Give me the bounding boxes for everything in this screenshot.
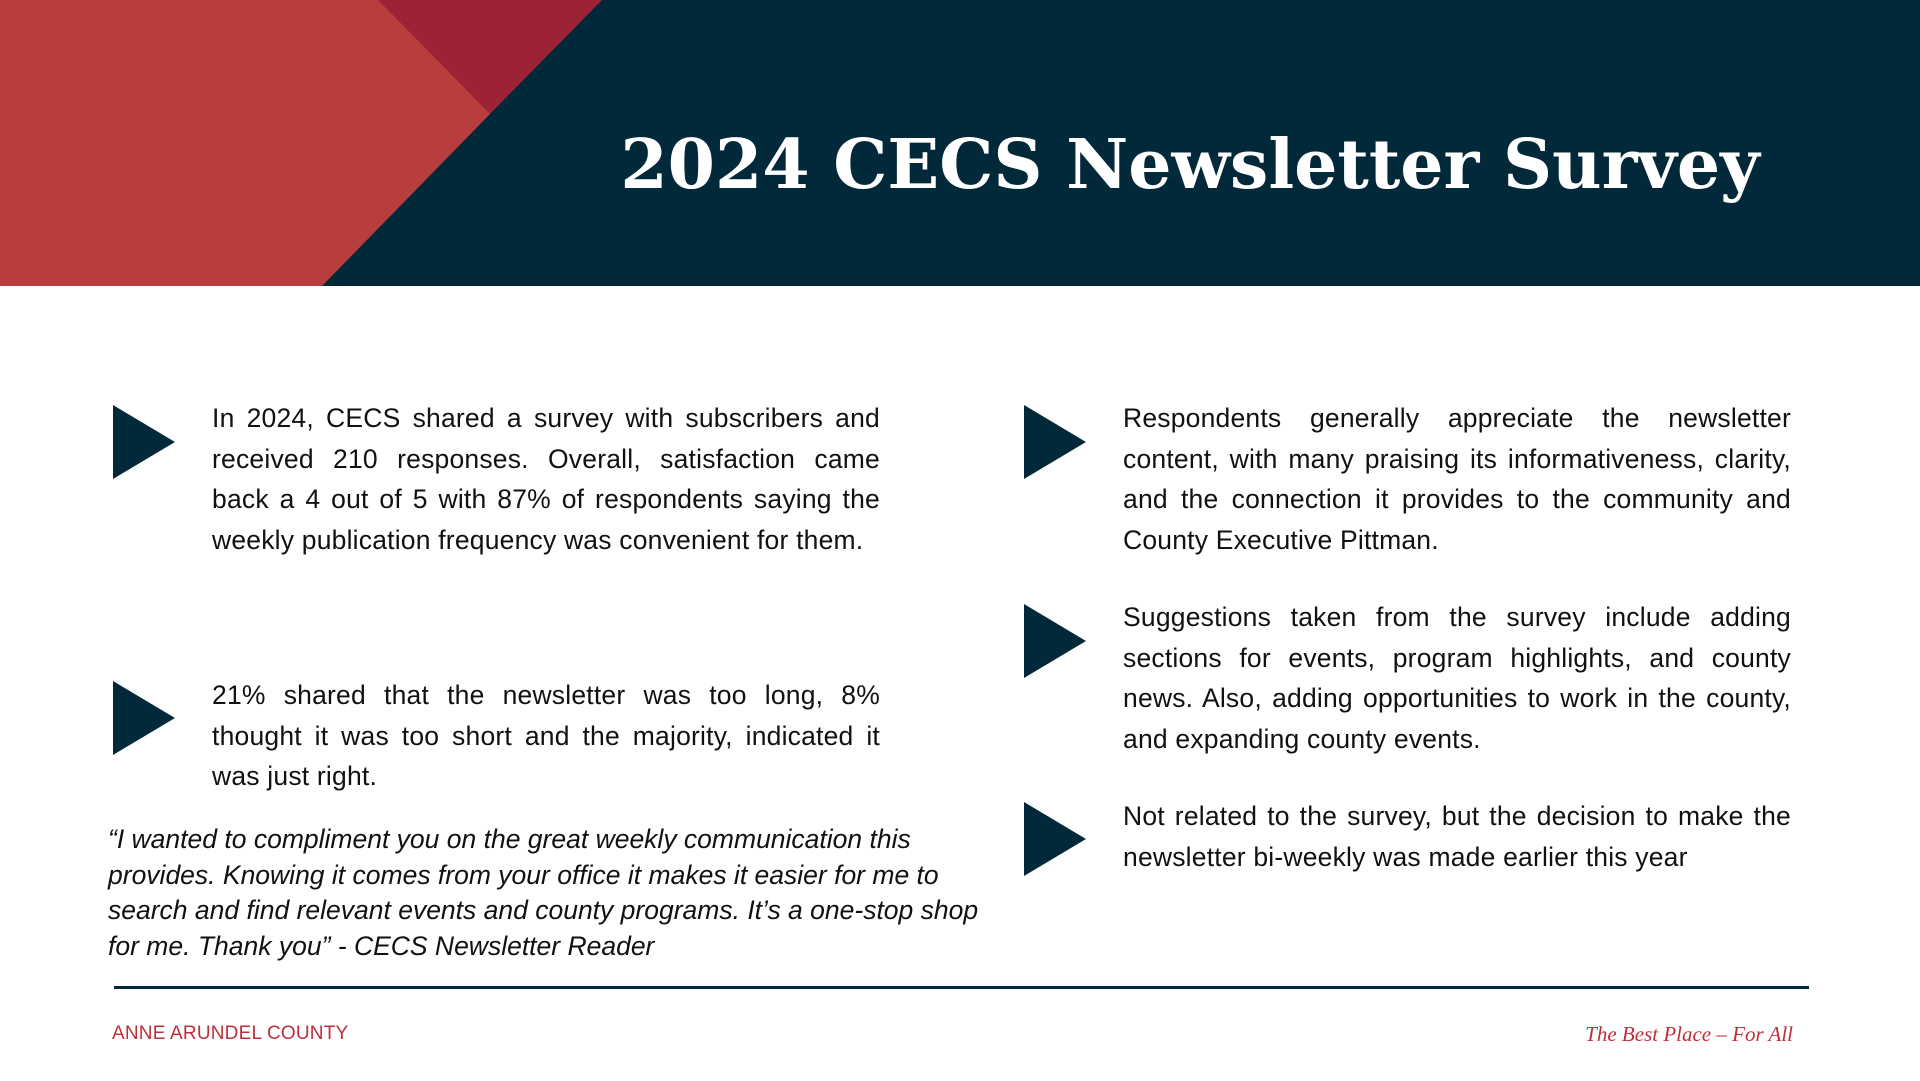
footer-county-name: ANNE ARUNDEL COUNTY xyxy=(112,1023,349,1044)
left-bullet-2-text: 21% shared that the newsletter was too long, 8% thought it was too short and the majority, indicated it was just right. xyxy=(212,680,880,792)
triangle-arrow-icon xyxy=(113,405,175,479)
footer-tagline: The Best Place – For All xyxy=(1585,1022,1793,1046)
right-bullet-3-text: Not related to the survey, but the decision to make the newsletter bi-weekly was made earlier this year xyxy=(1123,801,1791,872)
header-banner xyxy=(0,0,1920,286)
triangle-arrow-icon xyxy=(1024,604,1086,678)
red-accent-shape xyxy=(0,0,490,286)
triangle-arrow-icon xyxy=(1024,405,1086,479)
right-bullet-2-text: Suggestions taken from the survey include adding sections for events, program highlights, and county news. Also, adding opportunities to work in the county, and expanding county events. xyxy=(1123,602,1791,755)
right-bullet-1-text: Respondents generally appreciate the newsletter content, with many praising its informativeness, clarity, and the connection it provides to the community and County Executive Pittman. xyxy=(1123,403,1791,556)
triangle-arrow-icon xyxy=(1024,802,1086,876)
footer-divider xyxy=(114,986,1809,989)
triangle-arrow-icon xyxy=(113,681,175,755)
left-bullet-1-text: In 2024, CECS shared a survey with subscribers and received 210 responses. Overall, satisfaction came back a 4 out of 5 with 87% of respondents saying the weekly publication frequency was convenient for them. xyxy=(212,403,880,556)
reader-quote: “I wanted to compliment you on the great weekly communication this provides. Knowing it comes from your office it makes it easier for me to search and find relevant events and county programs. It’s a one-stop shop for me. Thank you” - CECS Newsletter Reader xyxy=(108,824,979,961)
page-title: 2024 CECS Newsletter Survey xyxy=(620,125,1760,205)
